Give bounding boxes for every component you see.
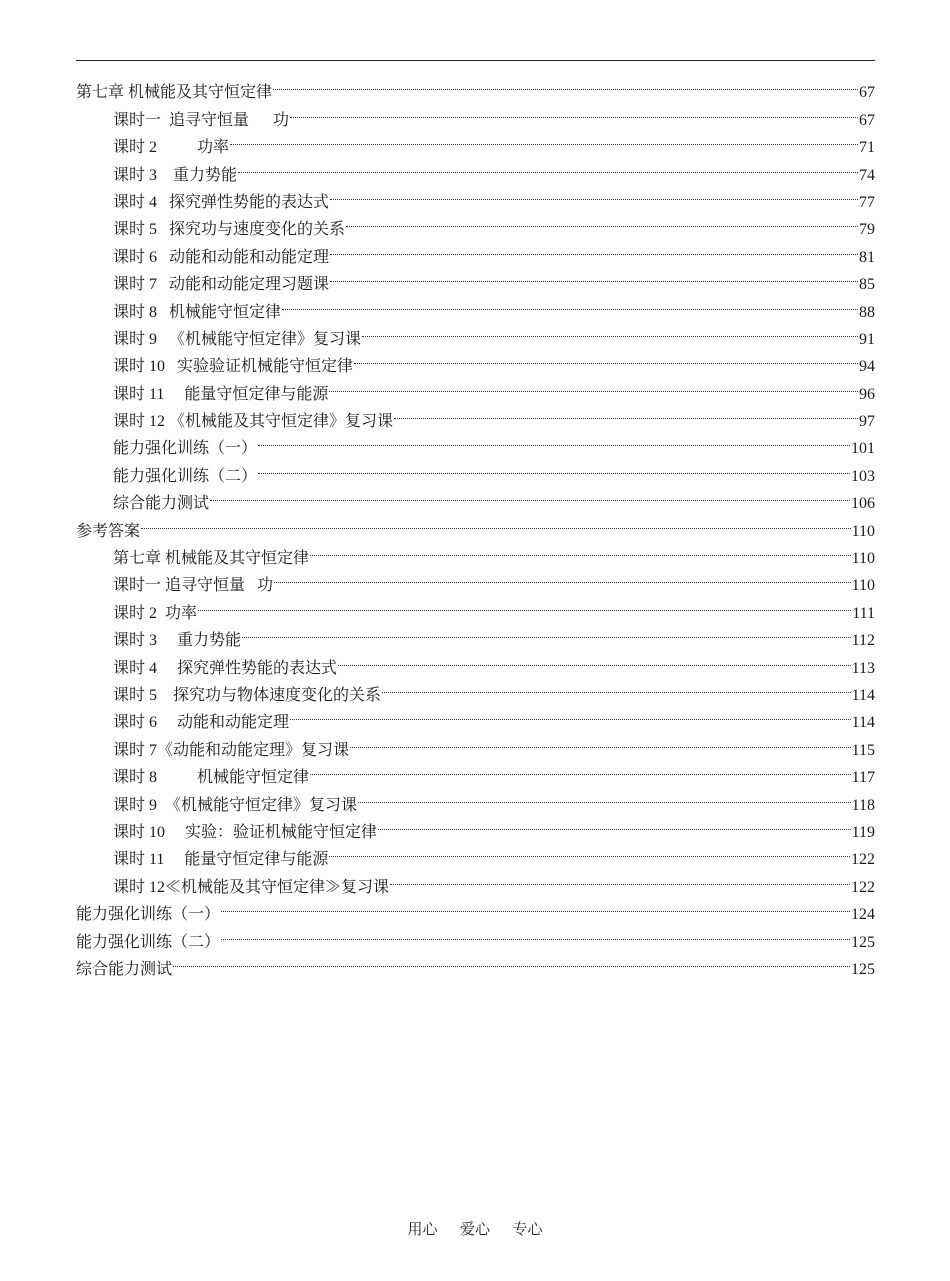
toc-entry-title: 课时 4 探究弹性势能的表达式 <box>113 659 338 677</box>
toc-entry-title: 课时一 追寻守恒量 功 <box>113 111 290 129</box>
toc-entry-title: 课时 10 实验：验证机械能守恒定律 <box>113 823 378 841</box>
toc-dot-leader <box>281 289 859 316</box>
toc-entry-title: 课时 6 动能和动能和动能定理 <box>113 248 330 266</box>
toc-entry-page-number: 91 <box>859 330 875 348</box>
toc-dot-leader <box>309 755 852 782</box>
toc-dot-leader <box>328 371 859 398</box>
toc-dot-leader <box>220 892 851 919</box>
toc-entry-page-number: 88 <box>859 303 875 321</box>
toc-entry-page-number: 119 <box>851 823 875 841</box>
toc-dot-leader <box>197 590 852 617</box>
toc-dot-leader <box>393 399 859 426</box>
page-footer: 用心 爱心 专心 <box>407 1222 543 1238</box>
toc-entry[interactable] <box>76 70 875 102</box>
toc-entry-page-number: 67 <box>859 84 875 102</box>
toc-entry-title: 课时 2 功率 <box>113 604 198 622</box>
toc-dot-leader <box>357 782 852 809</box>
toc-dot-leader <box>381 673 852 700</box>
toc-entry-title: 课时 3 重力势能 <box>113 166 238 184</box>
toc-dot-leader <box>257 453 851 480</box>
toc-entry-page-number: 125 <box>851 960 875 978</box>
toc-entry-title: 课时 5 探究功与速度变化的关系 <box>113 221 346 239</box>
toc-dot-leader <box>361 317 859 344</box>
toc-dot-leader <box>329 262 859 289</box>
toc-dot-leader <box>273 563 852 590</box>
toc-entry-page-number: 106 <box>851 495 875 513</box>
toc-entry-page-number: 97 <box>859 413 875 431</box>
toc-entry-page-number: 111 <box>852 604 875 622</box>
toc-dot-leader <box>209 481 851 508</box>
toc-entry-page-number: 94 <box>859 358 875 376</box>
toc-entry[interactable] <box>76 947 875 978</box>
toc-entry-title: 课时一 追寻守恒量 功 <box>113 577 274 595</box>
toc-entry-page-number: 110 <box>851 522 875 540</box>
toc-dot-leader <box>241 618 852 645</box>
toc-entry-page-number: 79 <box>859 221 875 239</box>
toc-dot-leader <box>229 125 859 152</box>
header-rule <box>76 60 875 61</box>
toc-dot-leader <box>389 864 851 891</box>
toc-entry-title: 课时 9 《机械能守恒定律》复习课 <box>113 330 362 348</box>
toc-dot-leader <box>345 207 859 234</box>
toc-entry-page-number: 77 <box>859 193 875 211</box>
toc-entry-title: 能力强化训练（一） <box>113 440 258 458</box>
toc-dot-leader <box>329 234 859 261</box>
toc-entry-title: 课时 5 探究功与物体速度变化的关系 <box>113 686 382 704</box>
toc-dot-leader <box>172 947 851 974</box>
toc-entry-page-number: 81 <box>859 248 875 266</box>
toc-entry-title: 课时 11 能量守恒定律与能源 <box>113 851 329 869</box>
toc-entry[interactable] <box>76 508 875 540</box>
toc-entry-page-number: 74 <box>859 166 875 184</box>
toc-entry-title: 课时 3 重力势能 <box>113 632 242 650</box>
toc-entry-page-number: 114 <box>851 686 875 704</box>
toc-entry-page-number: 112 <box>851 632 875 650</box>
toc-entry-title: 参考答案 <box>76 522 141 540</box>
toc-entry-page-number: 125 <box>851 933 875 951</box>
toc-entry-title: 课时 8 机械能守恒定律 <box>113 769 310 787</box>
toc-entry-page-number: 110 <box>851 550 875 568</box>
toc-entry-page-number: 118 <box>851 796 875 814</box>
toc-dot-leader <box>289 700 852 727</box>
toc-entry-title: 综合能力测试 <box>113 495 210 513</box>
toc-entry-page-number: 117 <box>851 769 875 787</box>
toc-dot-leader <box>328 837 851 864</box>
toc-dot-leader <box>377 810 852 837</box>
toc-entry-page-number: 124 <box>851 906 875 924</box>
toc-entry-page-number: 67 <box>859 111 875 129</box>
toc-entry-title: 课时 12 《机械能及其守恒定律》复习课 <box>113 413 394 431</box>
toc-entry-title: 课时 8 机械能守恒定律 <box>113 303 282 321</box>
toc-dot-leader <box>337 645 852 672</box>
toc-entry-title: 第七章 机械能及其守恒定律 <box>113 550 310 568</box>
toc-dot-leader <box>237 152 859 179</box>
toc-entry-page-number: 96 <box>859 385 875 403</box>
toc-entry-title: 课时 11 能量守恒定律与能源 <box>113 385 329 403</box>
toc-dot-leader <box>309 536 852 563</box>
table-of-contents <box>76 70 875 978</box>
toc-entry-title: 课时 7 动能和动能定理习题课 <box>113 276 330 294</box>
toc-entry-title: 课时 9 《机械能守恒定律》复习课 <box>113 796 358 814</box>
toc-entry-page-number: 101 <box>851 440 875 458</box>
toc-dot-leader <box>272 70 859 97</box>
toc-entry-page-number: 115 <box>851 741 875 759</box>
toc-entry-page-number: 103 <box>851 467 875 485</box>
toc-dot-leader <box>220 919 851 946</box>
toc-dot-leader <box>257 426 851 453</box>
toc-entry-page-number: 122 <box>851 851 875 869</box>
toc-dot-leader <box>289 97 859 124</box>
toc-dot-leader <box>329 180 859 207</box>
toc-entry-title: 能力强化训练（二） <box>76 933 221 951</box>
toc-dot-leader <box>349 727 852 754</box>
toc-dot-leader <box>353 344 859 371</box>
toc-entry-title: 能力强化训练（二） <box>113 467 258 485</box>
toc-entry-title: 课时 7《动能和动能定理》复习课 <box>113 741 350 759</box>
toc-entry[interactable] <box>76 536 875 568</box>
toc-entry-page-number: 110 <box>851 577 875 595</box>
toc-entry-title: 课时 2 功率 <box>113 139 230 157</box>
toc-entry-page-number: 122 <box>851 878 875 896</box>
toc-entry-title: 综合能力测试 <box>76 960 173 978</box>
toc-entry-page-number: 85 <box>859 276 875 294</box>
toc-entry-page-number: 71 <box>859 139 875 157</box>
toc-entry-title: 课时 6 动能和动能定理 <box>113 714 290 732</box>
toc-entry-title: 能力强化训练（一） <box>76 906 221 924</box>
toc-entry-page-number: 113 <box>851 659 875 677</box>
toc-entry-page-number: 114 <box>851 714 875 732</box>
toc-entry-title: 课时 4 探究弹性势能的表达式 <box>113 193 330 211</box>
toc-dot-leader <box>140 508 852 535</box>
toc-entry-title: 课时 10 实验验证机械能守恒定律 <box>113 358 354 376</box>
toc-entry-title: 课时 12≪机械能及其守恒定律≫复习课 <box>113 878 390 896</box>
toc-entry-title: 第七章 机械能及其守恒定律 <box>76 84 273 102</box>
